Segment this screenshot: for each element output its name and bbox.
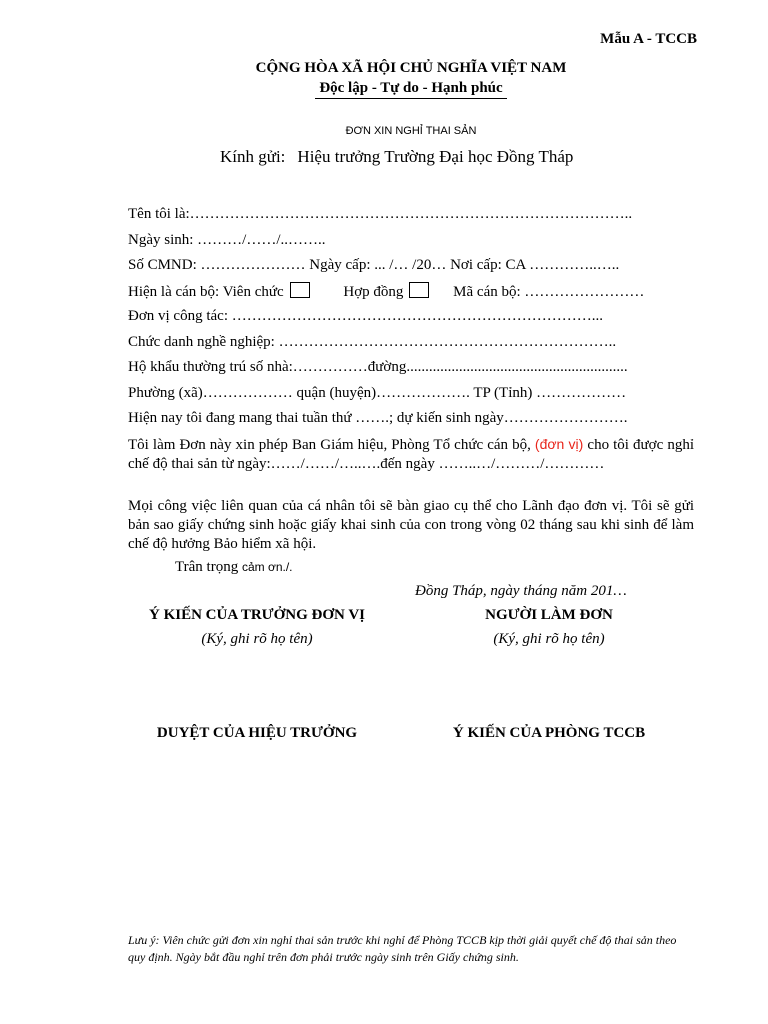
unit-highlight: (đơn vị) [534, 436, 584, 452]
pregnancy-field: Hiện nay tôi đang mang thai tuần thứ …….; dự kiến sinh ngày……………………. [128, 410, 628, 426]
request-paragraph [128, 435, 694, 474]
contract-label: Hợp đồng [343, 284, 404, 300]
recipient-line [220, 147, 573, 167]
document-title: ĐƠN XIN NGHỈ THAI SẢN [345, 125, 477, 137]
commitment-paragraph: Mọi công việc liên quan của cá nhân tôi sẽ bàn giao cụ thể cho Lãnh đạo đơn vị. Tôi sẽ gửi bản sao giấy chứng sinh hoặc giấy khai sinh của con trong vòng 02 tháng sau khi sinh để làm chế độ hưởng Bảo hiểm xã hội. [128, 498, 694, 552]
position-line [128, 282, 644, 301]
unit-field: Đơn vị công tác: ………………………………………………………………... [128, 308, 603, 324]
request-part2: cho tôi được nghỉ chế độ thai sản từ ngày:……/……/…..….đến ngày ……..…/………/………… [128, 437, 695, 472]
form-code: Mẫu A - TCCB [600, 31, 697, 47]
motto-wrapper [0, 79, 768, 99]
civil-servant-checkbox[interactable] [290, 282, 310, 298]
unit-head-sign-note: (Ký, ghi rõ họ tên) [201, 631, 313, 647]
closing-line [175, 559, 293, 576]
id-card-field: Số CMND: ………………… Ngày cấp: ... /… /20… Nơi cấp: CA …………..….. [128, 257, 620, 273]
staff-code-field: Mã cán bộ: …………………… [453, 284, 645, 300]
closing-small: cảm ơn./. [241, 560, 293, 574]
date-line: Đồng Tháp, ngày tháng năm 201… [415, 583, 627, 599]
recipient-name: Hiệu trưởng Trường Đại học Đồng Tháp [297, 147, 574, 166]
footnote: Lưu ý: Viên chức gửi đơn xin nghỉ thai sản trước khi nghỉ để Phòng TCCB kịp thời giải quyết chế độ thai sản theo quy định. Ngày bắt đầu nghỉ trên đơn phải trước ngày sinh trên Giấy chứng sinh. [128, 933, 677, 964]
contract-checkbox[interactable] [409, 282, 429, 298]
position-label: Hiện là cán bộ: Viên chức [128, 284, 284, 300]
job-title-field: Chức danh nghề nghiệp: ………………………………………………………….. [128, 334, 617, 350]
nation-heading: CỘNG HÒA XÃ HỘI CHỦ NGHĨA VIỆT NAM [255, 60, 567, 76]
ward-field: Phường (xã)……………… quận (huyện)………………. TP (Tỉnh) ……………… [128, 385, 627, 401]
address-field: Hộ khẩu thường trú số nhà:……………đường........................................................... [128, 359, 628, 375]
closing-main: Trân trọng [175, 559, 239, 575]
rector-heading: DUYỆT CỦA HIỆU TRƯỞNG [156, 725, 358, 741]
applicant-heading: NGƯỜI LÀM ĐƠN [485, 607, 613, 623]
name-field: Tên tôi là:…………………………………………………………………………….. [128, 206, 633, 222]
hr-heading: Ý KIẾN CỦA PHÒNG TCCB [452, 725, 646, 741]
recipient-label: Kính gửi: [220, 147, 286, 166]
request-part1: Tôi làm Đơn này xin phép Ban Giám hiệu, Phòng Tổ chức cán bộ, [128, 437, 531, 453]
motto: Độc lập - Tự do - Hạnh phúc [315, 80, 506, 99]
unit-head-heading: Ý KIẾN CỦA TRƯỞNG ĐƠN VỊ [149, 607, 365, 623]
dob-field: Ngày sinh: ………/……/..…….. [128, 232, 326, 248]
applicant-sign-note: (Ký, ghi rõ họ tên) [493, 631, 605, 647]
